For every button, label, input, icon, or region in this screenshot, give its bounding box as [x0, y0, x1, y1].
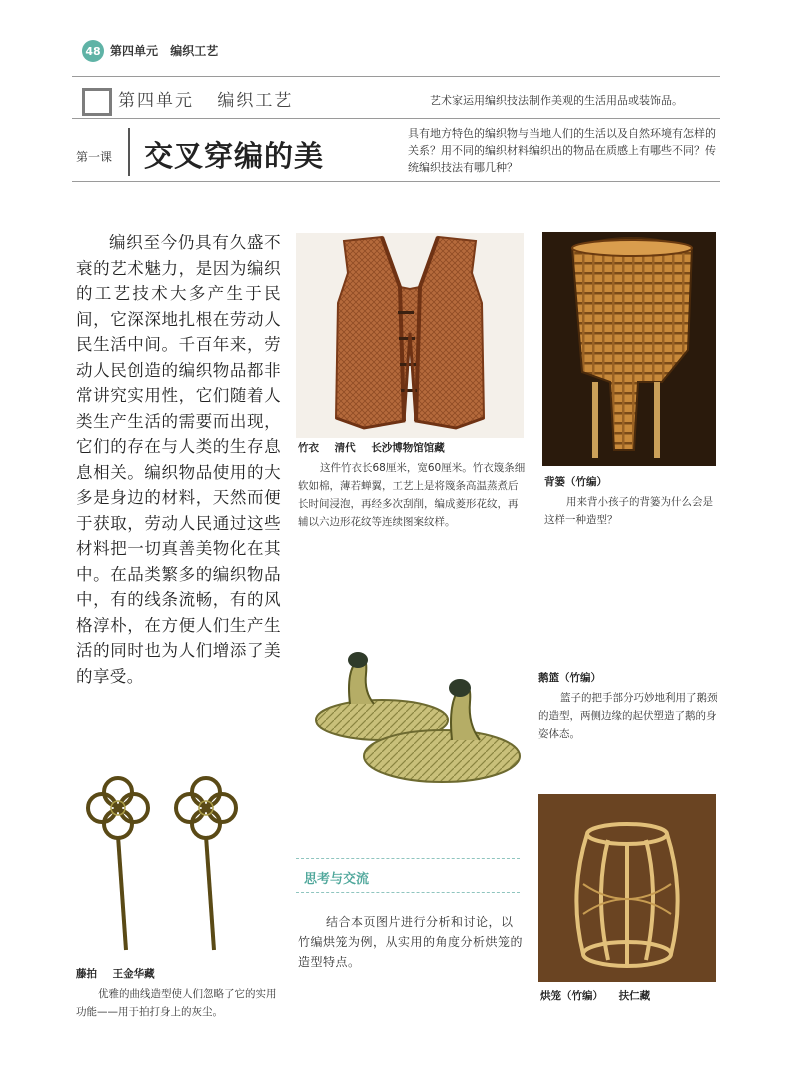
divider: [72, 118, 720, 119]
caption-title: [540, 988, 720, 1003]
divider: [72, 76, 720, 77]
unit-topic: 编织工艺: [217, 91, 294, 111]
bamboo-vest-photo: [296, 233, 524, 438]
divider: [128, 128, 130, 176]
caption-title: [76, 966, 286, 981]
unit-label: 第四单元: [118, 91, 194, 111]
lesson-questions: 具有地方特色的编织物与当地人们的生活以及自然环境有怎样的关系？用不同的编织材料编织出的物品在质感上有哪些不同？传统编织技法有哪几种？: [408, 127, 716, 174]
main-text: 编织至今仍具有久盛不衰的艺术魅力，是因为编织的工艺技术大多产生于民间，它深深地扎根在劳动人民生活中间。千百年来，劳动人民创造的编织物品都非常讲究实用性，它们随着人类生产生活的需要而出现，它们的存在与人类的生存息息相关。编织物品使用的大多是身边的材料，天然而便于获取，劳动人民通过这些材料把一切真善美物化在其中。在品类繁多的编织物品中，有的线条流畅，有的风格淳朴，在方便人们生产生活的同时也为人们增添了美的享受。: [76, 233, 281, 686]
caption-period: 清代: [334, 442, 356, 454]
unit-square-icon: [82, 88, 112, 116]
unit-title: [118, 86, 309, 111]
caption-title: 背篓（竹编）: [544, 476, 607, 488]
drying-cage-caption: [540, 988, 720, 1003]
lesson-number: 第一课: [76, 150, 113, 164]
caption-collection: 扶仁藏: [618, 990, 651, 1002]
caption-text: 这件竹衣长68厘米，宽60厘米。竹衣篾条细软如棉，薄若蝉翼，工艺上是将篾条高温蒸煮后长时间浸泡，再经多次刮削，编成菱形花纹，再辅以六边形花纹等连续图案纹样。: [298, 462, 526, 528]
caption-name: 竹衣: [298, 442, 319, 454]
unit-intro: 艺术家运用编织技法制作美观的生活用品或装饰品。: [430, 94, 683, 107]
divider: [296, 858, 520, 859]
caption-collection: 长沙博物馆馆藏: [371, 442, 445, 454]
goose-basket-caption: [538, 670, 718, 743]
think-discuss-text: 结合本页图片进行分析和讨论，以竹编烘笼为例，从实用的角度分析烘笼的造型特点。: [298, 915, 524, 969]
caption-title: 鹅篮（竹编）: [538, 672, 601, 684]
goose-basket-photo: [302, 640, 522, 792]
caption-title: [298, 440, 526, 455]
page-number: 48: [82, 40, 104, 62]
running-header-unit: 第四单元: [110, 44, 159, 58]
bamboo-vest-caption: [298, 440, 526, 531]
caption-text: 篮子的把手部分巧妙地利用了鹅颈的造型，两侧边缘的起伏塑造了鹅的身姿体态。: [538, 692, 718, 740]
drying-cage-photo: [538, 794, 716, 982]
back-basket-caption: [544, 474, 720, 529]
caption-text: 优雅的曲线造型使人们忽略了它的实用功能——用于拍打身上的灰尘。: [76, 988, 277, 1018]
running-header-topic: 编织工艺: [170, 44, 219, 58]
caption-name: 烘笼（竹编）: [540, 990, 603, 1002]
caption-name: 藤拍: [76, 968, 97, 980]
caption-text: 用来背小孩子的背篓为什么会是这样一种造型？: [544, 496, 713, 526]
lesson-title: 交叉穿编的美: [144, 139, 325, 173]
running-header: [110, 42, 226, 59]
divider: [72, 181, 720, 182]
divider: [296, 892, 520, 893]
rattan-beater-caption: [76, 966, 286, 1021]
caption-collection: 王金华藏: [112, 968, 155, 980]
section-title: 思考与交流: [304, 872, 370, 887]
rattan-beater-photo: [80, 770, 276, 960]
back-basket-photo: [542, 232, 716, 466]
